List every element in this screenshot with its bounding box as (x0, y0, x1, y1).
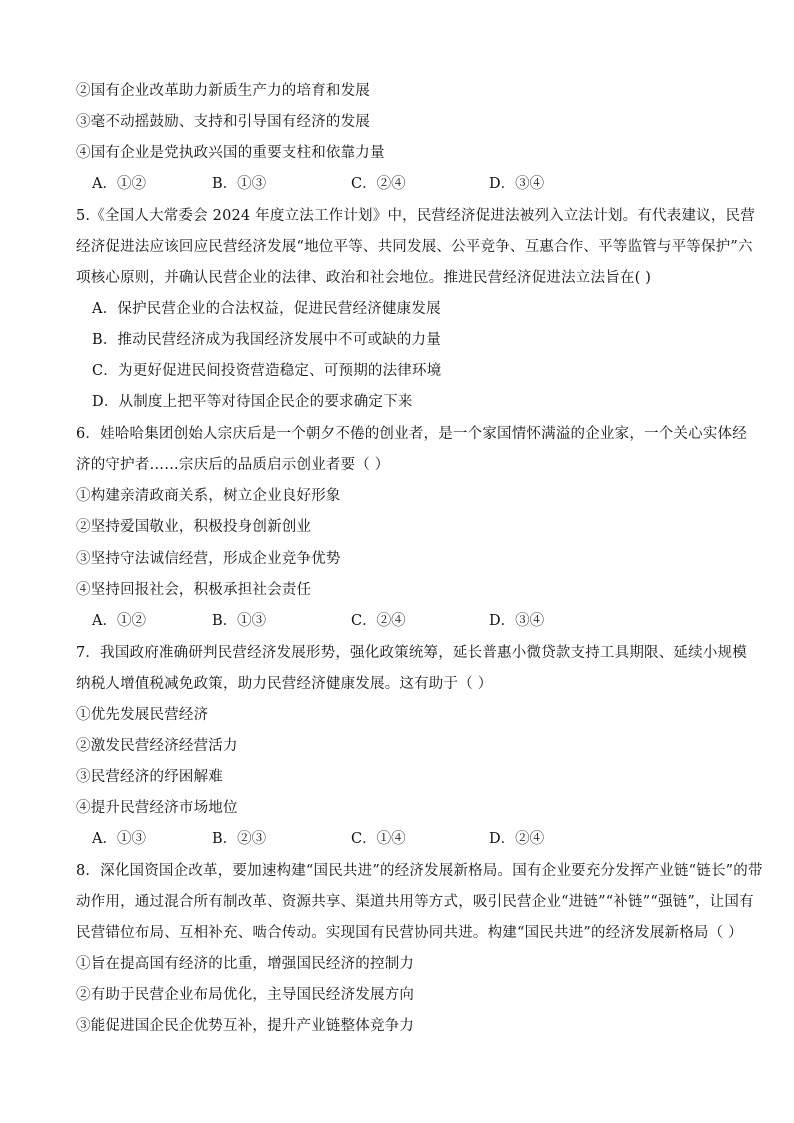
q8-stem-line-2: 动作用，通过混合所有制改革、资源共享、渠道共用等方式，吸引民营企业“进链”“补链”“强链”，让国有 (76, 894, 754, 910)
q7-option-d: D．②④ (489, 831, 545, 847)
q5-option-b: B．推动民营经济成为我国经济发展中不可或缺的力量 (92, 332, 441, 348)
q4-statement-2: ②国有企业改革助力新质生产力的培育和发展 (76, 83, 370, 99)
q7-option-b: B．②③ (212, 831, 267, 847)
q6-statement-4: ④坚持回报社会，积极承担社会责任 (76, 582, 312, 598)
q6-stem-line-1: 6．娃哈哈集团创始人宗庆后是一个朝夕不倦的创业者，是一个家国情怀满溢的企业家，一个关心实体经 (76, 426, 747, 442)
q4-statement-3: ③毫不动摇鼓励、支持和引导国有经济的发展 (76, 114, 370, 130)
q6-statement-3: ③坚持守法诚信经营，形成企业竞争优势 (76, 551, 341, 567)
q7-stem-line-2: 纳税人增值税减免政策，助力民营经济健康发展。这有助于（ ） (76, 676, 493, 692)
q8-statement-2: ②有助于民营企业布局优化，主导国民经济发展方向 (76, 987, 415, 1003)
q7-option-c: C．①④ (351, 831, 406, 847)
q5-option-c: C．为更好促进民间投资营造稳定、可预期的法律环境 (92, 363, 442, 379)
q6-option-a: A．①② (92, 613, 146, 629)
q6-statement-2: ②坚持爱国敬业，积极投身创新创业 (76, 519, 312, 535)
q4-statement-4: ④国有企业是党执政兴国的重要支柱和依靠力量 (76, 145, 385, 161)
q6-option-b: B．①③ (212, 613, 267, 629)
q5-stem-line-1: 5.《全国人大常委会 2024 年度立法工作计划》中，民营经济促进法被列入立法计划。有代表建议，民营 (76, 208, 755, 224)
q5-stem-line-2: 经济促进法应该回应民营经济发展“地位平等、共同发展、公平竞争、互惠合作、平等监管与平等保护”六 (76, 239, 753, 255)
q5-option-d: D．从制度上把平等对待国企民企的要求确定下来 (92, 394, 413, 410)
q4-option-c: C．②④ (351, 176, 406, 192)
q4-option-d: D．③④ (489, 176, 545, 192)
q7-statement-3: ③民营经济的纾困解难 (76, 769, 223, 785)
q6-statement-1: ①构建亲清政商关系，树立企业良好形象 (76, 488, 341, 504)
q6-option-d: D．③④ (489, 613, 545, 629)
q4-option-a: A．①② (92, 176, 146, 192)
q7-option-a: A．①③ (92, 831, 146, 847)
q5-option-a: A．保护民营企业的合法权益，促进民营经济健康发展 (92, 301, 441, 317)
q8-statement-1: ①旨在提高国有经济的比重，增强国民经济的控制力 (76, 956, 415, 972)
q7-statement-4: ④提升民营经济市场地位 (76, 800, 238, 816)
q8-stem-line-1: 8．深化国资国企改革，要加速构建“国民共进”的经济发展新格局。国有企业要充分发挥产业链“链长”的带 (76, 863, 763, 879)
q8-stem-line-3: 民营错位布局、互相补充、啮合传动。实现国有民营协同共进。构建“国民共进”的经济发展新格局（ ） (76, 925, 743, 941)
q7-stem-line-1: 7．我国政府准确研判民营经济发展形势，强化政策统筹，延长普惠小微贷款支持工具期限、延续小规模 (76, 645, 747, 661)
q7-statement-2: ②激发民营经济经营活力 (76, 738, 238, 754)
q8-statement-3: ③能促进国企民企优势互补，提升产业链整体竞争力 (76, 1018, 415, 1034)
q7-statement-1: ①优先发展民营经济 (76, 707, 209, 723)
q6-stem-line-2: 济的守护者……宗庆后的品质启示创业者要（ ） (76, 457, 390, 473)
q4-option-b: B．①③ (212, 176, 267, 192)
q5-stem-line-3: 项核心原则，并确认民营企业的法律、政治和社会地位。推进民营经济促进法立法旨在( ) (76, 270, 652, 286)
q6-option-c: C．②④ (351, 613, 406, 629)
